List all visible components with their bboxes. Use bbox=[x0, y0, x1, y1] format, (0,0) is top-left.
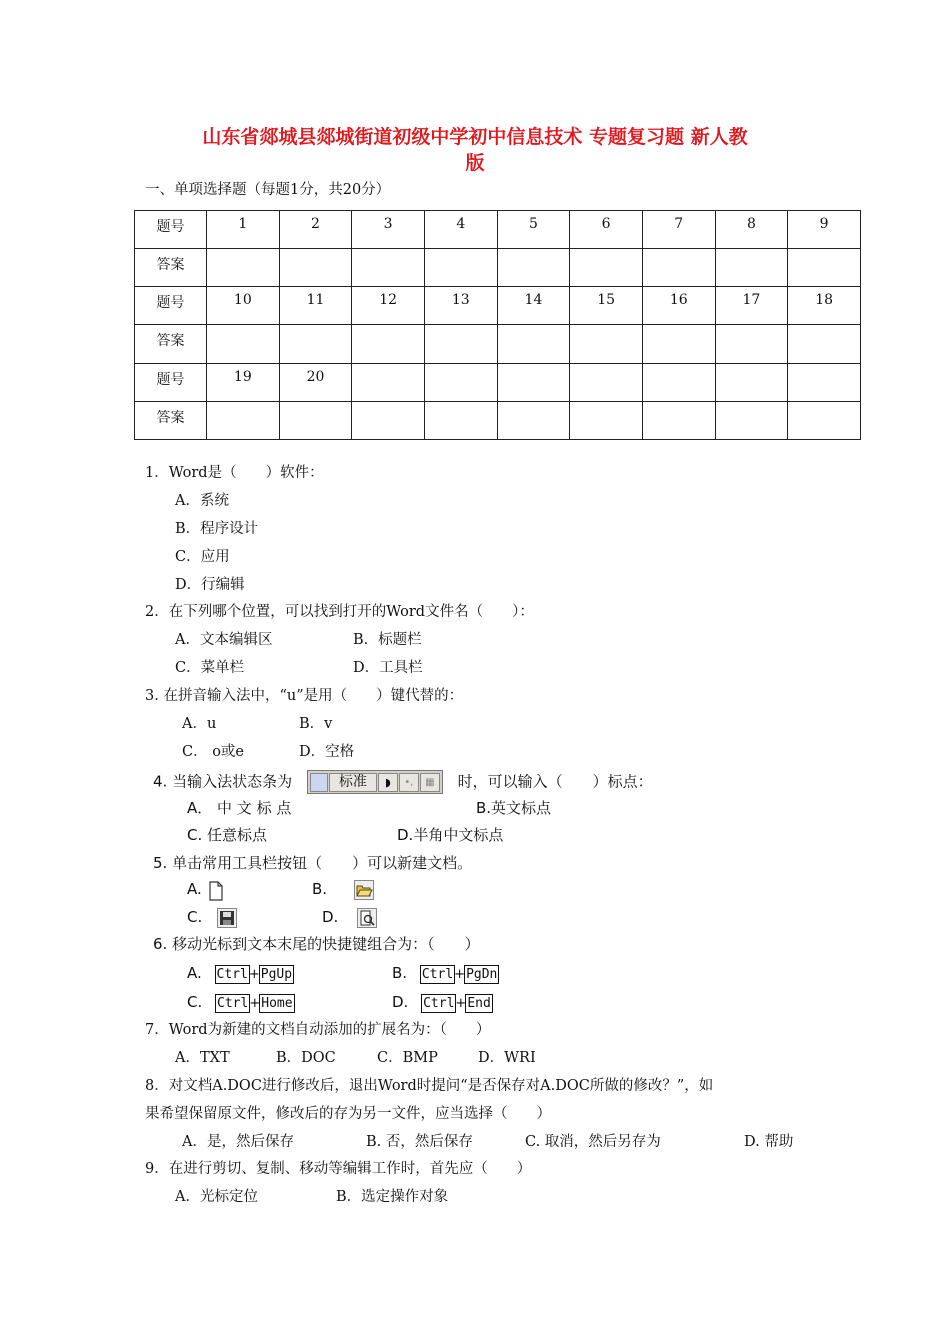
ime-logo-icon bbox=[310, 773, 328, 792]
option-a bbox=[187, 879, 225, 899]
table-cell: 4 bbox=[424, 211, 497, 249]
answer-cell[interactable] bbox=[352, 401, 425, 439]
option-d bbox=[392, 992, 493, 1014]
key-ctrl: Ctrl bbox=[423, 996, 455, 1011]
question-2-stem: 2．在下列哪个位置，可以找到打开的Word文件名（ ）： bbox=[145, 604, 534, 620]
table-cell: 20 bbox=[279, 363, 352, 401]
answer-cell[interactable] bbox=[352, 325, 425, 363]
table-cell bbox=[352, 363, 425, 401]
option-d: D．WRI bbox=[478, 1050, 536, 1066]
table-row bbox=[135, 211, 861, 249]
table-cell: 12 bbox=[352, 287, 425, 325]
key-pgup: PgUp bbox=[260, 967, 293, 982]
option-c bbox=[187, 992, 295, 1014]
plus-sign: + bbox=[455, 996, 467, 1011]
option-c: C．BMP bbox=[377, 1050, 438, 1066]
option-a: A．系统 bbox=[175, 493, 229, 509]
answer-cell[interactable] bbox=[715, 249, 788, 287]
option-d: D．工具栏 bbox=[353, 660, 423, 676]
answer-cell[interactable] bbox=[497, 401, 570, 439]
answer-cell[interactable] bbox=[497, 325, 570, 363]
table-cell: 答案 bbox=[135, 401, 207, 439]
option-a-label: A. bbox=[187, 880, 202, 898]
table-cell: 19 bbox=[207, 363, 280, 401]
punctuation-icon: •, bbox=[399, 773, 419, 792]
question-9-stem: 9．在进行剪切、复制、移动等编辑工作时，首先应（ ） bbox=[145, 1161, 532, 1177]
new-document-icon bbox=[207, 881, 225, 899]
answer-cell[interactable] bbox=[207, 325, 280, 363]
answer-cell[interactable] bbox=[279, 249, 352, 287]
option-c: C．应用 bbox=[175, 549, 230, 565]
open-folder-icon bbox=[354, 880, 374, 900]
question-8-stem-line-2: 果希望保留原文件，修改后的存为另一文件，应当选择（ ） bbox=[145, 1106, 551, 1122]
option-a: A．TXT bbox=[175, 1050, 230, 1066]
ime-mode-label: 标准 bbox=[329, 773, 377, 792]
option-d-label: D. bbox=[392, 993, 409, 1011]
table-row bbox=[135, 287, 861, 325]
ime-status-bar bbox=[307, 770, 443, 794]
option-d: D.半角中文标点 bbox=[397, 826, 504, 844]
title-line-2: 版 bbox=[465, 152, 485, 174]
table-cell: 6 bbox=[570, 211, 643, 249]
option-b: B．DOC bbox=[276, 1050, 336, 1066]
option-c-label: C. bbox=[187, 993, 203, 1011]
option-b: B. 否，然后保存 bbox=[366, 1134, 473, 1150]
table-cell bbox=[424, 363, 497, 401]
print-preview-icon bbox=[357, 908, 377, 928]
option-c: C． o或e bbox=[182, 744, 245, 760]
question-6-stem: 6. 移动光标到文本末尾的快捷键组合为：（ ） bbox=[153, 935, 480, 953]
section-heading: 一、单项选择题（每题1分，共20分） bbox=[145, 182, 391, 198]
table-cell: 13 bbox=[424, 287, 497, 325]
option-d bbox=[322, 907, 377, 928]
answer-cell[interactable] bbox=[715, 325, 788, 363]
answer-cell[interactable] bbox=[424, 325, 497, 363]
answer-cell[interactable] bbox=[788, 401, 861, 439]
answer-cell[interactable] bbox=[207, 249, 280, 287]
table-cell: 题号 bbox=[135, 211, 207, 249]
option-b-label: B. bbox=[392, 964, 408, 982]
answer-cell[interactable] bbox=[715, 401, 788, 439]
table-cell bbox=[642, 363, 715, 401]
answer-cell[interactable] bbox=[642, 401, 715, 439]
table-cell: 17 bbox=[715, 287, 788, 325]
table-cell: 1 bbox=[207, 211, 280, 249]
answer-cell[interactable] bbox=[279, 401, 352, 439]
key-ctrl: Ctrl bbox=[421, 967, 454, 982]
key-pgdn: PgDn bbox=[466, 967, 498, 982]
question-5-stem: 5. 单击常用工具栏按钮（ ）可以新建文档。 bbox=[153, 854, 473, 872]
option-a: A．u bbox=[182, 716, 217, 732]
key-ctrl: Ctrl bbox=[216, 967, 248, 982]
option-b bbox=[392, 963, 499, 985]
plus-sign: + bbox=[454, 967, 466, 982]
moon-icon: ◗ bbox=[378, 773, 398, 792]
table-cell: 题号 bbox=[135, 287, 207, 325]
answer-cell[interactable] bbox=[352, 249, 425, 287]
option-a: A．文本编辑区 bbox=[175, 632, 273, 648]
plus-sign: + bbox=[249, 996, 261, 1011]
answer-table bbox=[134, 210, 861, 440]
table-cell: 9 bbox=[788, 211, 861, 249]
option-c bbox=[187, 907, 237, 928]
answer-cell[interactable] bbox=[424, 249, 497, 287]
table-cell: 10 bbox=[207, 287, 280, 325]
answer-cell[interactable] bbox=[279, 325, 352, 363]
table-row bbox=[135, 249, 861, 287]
option-b: B.英文标点 bbox=[476, 799, 552, 817]
option-b: B．标题栏 bbox=[353, 632, 422, 648]
option-b: B．选定操作对象 bbox=[336, 1189, 449, 1205]
table-cell: 16 bbox=[642, 287, 715, 325]
option-c: C. 取消，然后另存为 bbox=[525, 1134, 661, 1150]
option-b bbox=[312, 879, 374, 900]
table-cell: 3 bbox=[352, 211, 425, 249]
option-b-label: B. bbox=[312, 880, 328, 898]
option-c: C．菜单栏 bbox=[175, 660, 245, 676]
answer-cell[interactable] bbox=[207, 401, 280, 439]
option-c-label: C. bbox=[187, 908, 203, 926]
option-d-label: D. bbox=[322, 908, 339, 926]
question-4-stem-a: 4. 当输入法状态条为 bbox=[153, 772, 293, 791]
option-a bbox=[187, 963, 294, 985]
table-cell: 题号 bbox=[135, 363, 207, 401]
key-ctrl: Ctrl bbox=[217, 996, 249, 1011]
option-c: C. 任意标点 bbox=[187, 826, 268, 844]
table-cell: 2 bbox=[279, 211, 352, 249]
answer-cell[interactable] bbox=[570, 401, 643, 439]
answer-cell[interactable] bbox=[424, 401, 497, 439]
question-1-stem: 1．Word是（ ）软件： bbox=[145, 465, 324, 481]
answer-cell[interactable] bbox=[788, 325, 861, 363]
table-cell bbox=[497, 363, 570, 401]
answer-cell[interactable] bbox=[570, 325, 643, 363]
title-line-1: 山东省郯城县郯城街道初级中学初中信息技术 专题复习题 新人教 bbox=[202, 126, 748, 148]
question-3-stem: 3. 在拼音输入法中，“u”是用（ ）键代替的： bbox=[145, 688, 464, 704]
save-disk-icon bbox=[217, 908, 237, 928]
question-4-stem-b: 时，可以输入（ ）标点： bbox=[457, 772, 653, 791]
question-4-stem bbox=[153, 770, 653, 794]
option-a: A． 中 文 标 点 bbox=[187, 799, 292, 817]
keyboard-icon: ▦ bbox=[420, 773, 440, 792]
table-row bbox=[135, 363, 861, 401]
option-a: A．光标定位 bbox=[175, 1189, 258, 1205]
table-row bbox=[135, 325, 861, 363]
table-row bbox=[135, 401, 861, 439]
option-d: D．行编辑 bbox=[175, 577, 245, 593]
table-cell: 7 bbox=[642, 211, 715, 249]
table-cell: 答案 bbox=[135, 325, 207, 363]
key-home: Home bbox=[261, 996, 293, 1011]
option-d: D．空格 bbox=[299, 744, 355, 760]
question-7-stem: 7．Word为新建的文档自动添加的扩展名为：（ ） bbox=[145, 1022, 491, 1038]
page-title bbox=[120, 124, 830, 176]
table-cell: 11 bbox=[279, 287, 352, 325]
table-cell: 18 bbox=[788, 287, 861, 325]
key-end: End bbox=[467, 996, 491, 1011]
table-cell: 答案 bbox=[135, 249, 207, 287]
table-cell: 8 bbox=[715, 211, 788, 249]
table-cell: 5 bbox=[497, 211, 570, 249]
option-a: A．是，然后保存 bbox=[182, 1134, 294, 1150]
option-d: D. 帮助 bbox=[744, 1134, 794, 1150]
option-b: B．v bbox=[299, 716, 333, 732]
table-cell bbox=[715, 363, 788, 401]
option-b: B．程序设计 bbox=[175, 521, 259, 537]
option-a-label: A. bbox=[187, 964, 202, 982]
table-cell: 14 bbox=[497, 287, 570, 325]
table-cell: 15 bbox=[570, 287, 643, 325]
answer-cell[interactable] bbox=[788, 249, 861, 287]
answer-cell[interactable] bbox=[570, 249, 643, 287]
question-8-stem-line-1: 8．对文档A.DOC进行修改后，退出Word时提问“是否保存对A.DOC所做的修改？”，如 bbox=[145, 1078, 714, 1094]
answer-cell[interactable] bbox=[497, 249, 570, 287]
table-cell bbox=[570, 363, 643, 401]
plus-sign: + bbox=[248, 967, 260, 982]
table-cell bbox=[788, 363, 861, 401]
answer-cell[interactable] bbox=[642, 249, 715, 287]
answer-cell[interactable] bbox=[642, 325, 715, 363]
